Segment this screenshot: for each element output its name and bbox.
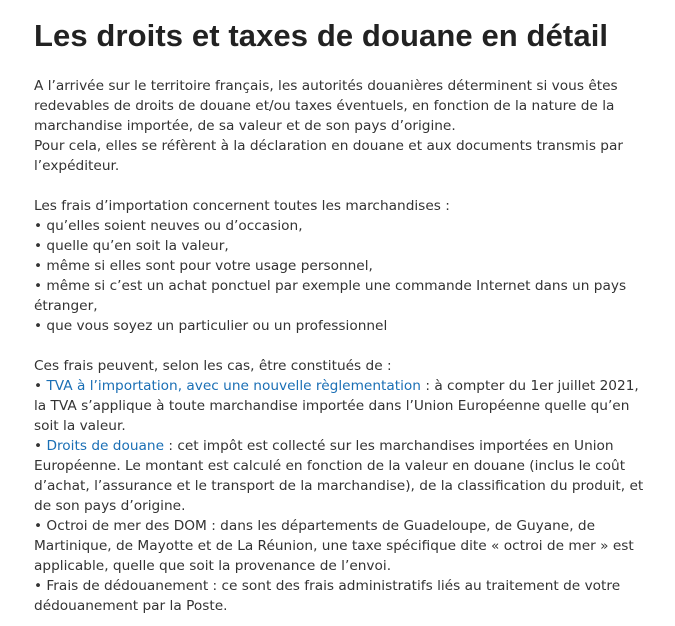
frais-item: • même si c’est un achat ponctuel par exemple une commande Internet dans un pays étranger, [34, 278, 627, 314]
page-title: Les droits et taxes de douane en détail [34, 18, 609, 53]
article-body [34, 76, 654, 616]
spacer [34, 176, 654, 196]
frais-item: • qu’elles soient neuves ou d’occasion, [34, 218, 303, 234]
droits-text: : cet impôt est collecté sur les marchandises importées en Union Européenne. Le montant est calculé en fonction de la valeur en douane (inclus le coût d’achat, l’assurance et le transport de la marchandise), de la classification du produit, et de son pays d’origine. [34, 438, 644, 514]
frais-item: • que vous soyez un particulier ou un professionnel [34, 318, 388, 334]
bullet: • [34, 438, 47, 454]
article [34, 14, 654, 616]
intro-paragraph-1: A l’arrivée sur le territoire français, les autorités douanières déterminent si vous êtes redevables de droits de douane et/ou taxes éventuels, en fonction de la nature de la marchandise importée, de sa valeur et de son pays d’origine. [34, 78, 618, 134]
dedouanement-item: • Frais de dédouanement : ce sont des frais administratifs liés au traitement de votre dédouanement par la Poste. [34, 578, 621, 614]
droits-de-douane-link[interactable]: Droits de douane [46, 438, 165, 454]
constitues-heading: Ces frais peuvent, selon les cas, être constitués de : [34, 358, 392, 374]
spacer [34, 336, 654, 356]
frais-item: • même si elles sont pour votre usage personnel, [34, 258, 373, 274]
tva-link[interactable]: TVA à l’importation, avec une nouvelle règlementation [46, 378, 421, 394]
frais-item: • quelle qu’en soit la valeur, [34, 238, 229, 254]
bullet: • [34, 378, 47, 394]
tva-text: : à compter du 1er juillet 2021, la TVA s’applique à toute marchandise importée dans l’Union Européenne quelle qu’en soit la valeur. [34, 378, 639, 434]
tva-item [34, 376, 654, 436]
octroi-item: • Octroi de mer des DOM : dans les départements de Guadeloupe, de Guyane, de Martinique, de Mayotte et de La Réunion, une taxe spécifique dite « octroi de mer » est applicable, quelle que soit la provenance de l’envoi. [34, 518, 634, 574]
droits-item [34, 436, 654, 516]
intro-paragraph-2: Pour cela, elles se réfèrent à la déclaration en douane et aux documents transmis par l’expéditeur. [34, 138, 624, 174]
frais-heading: Les frais d’importation concernent toutes les marchandises : [34, 198, 450, 214]
